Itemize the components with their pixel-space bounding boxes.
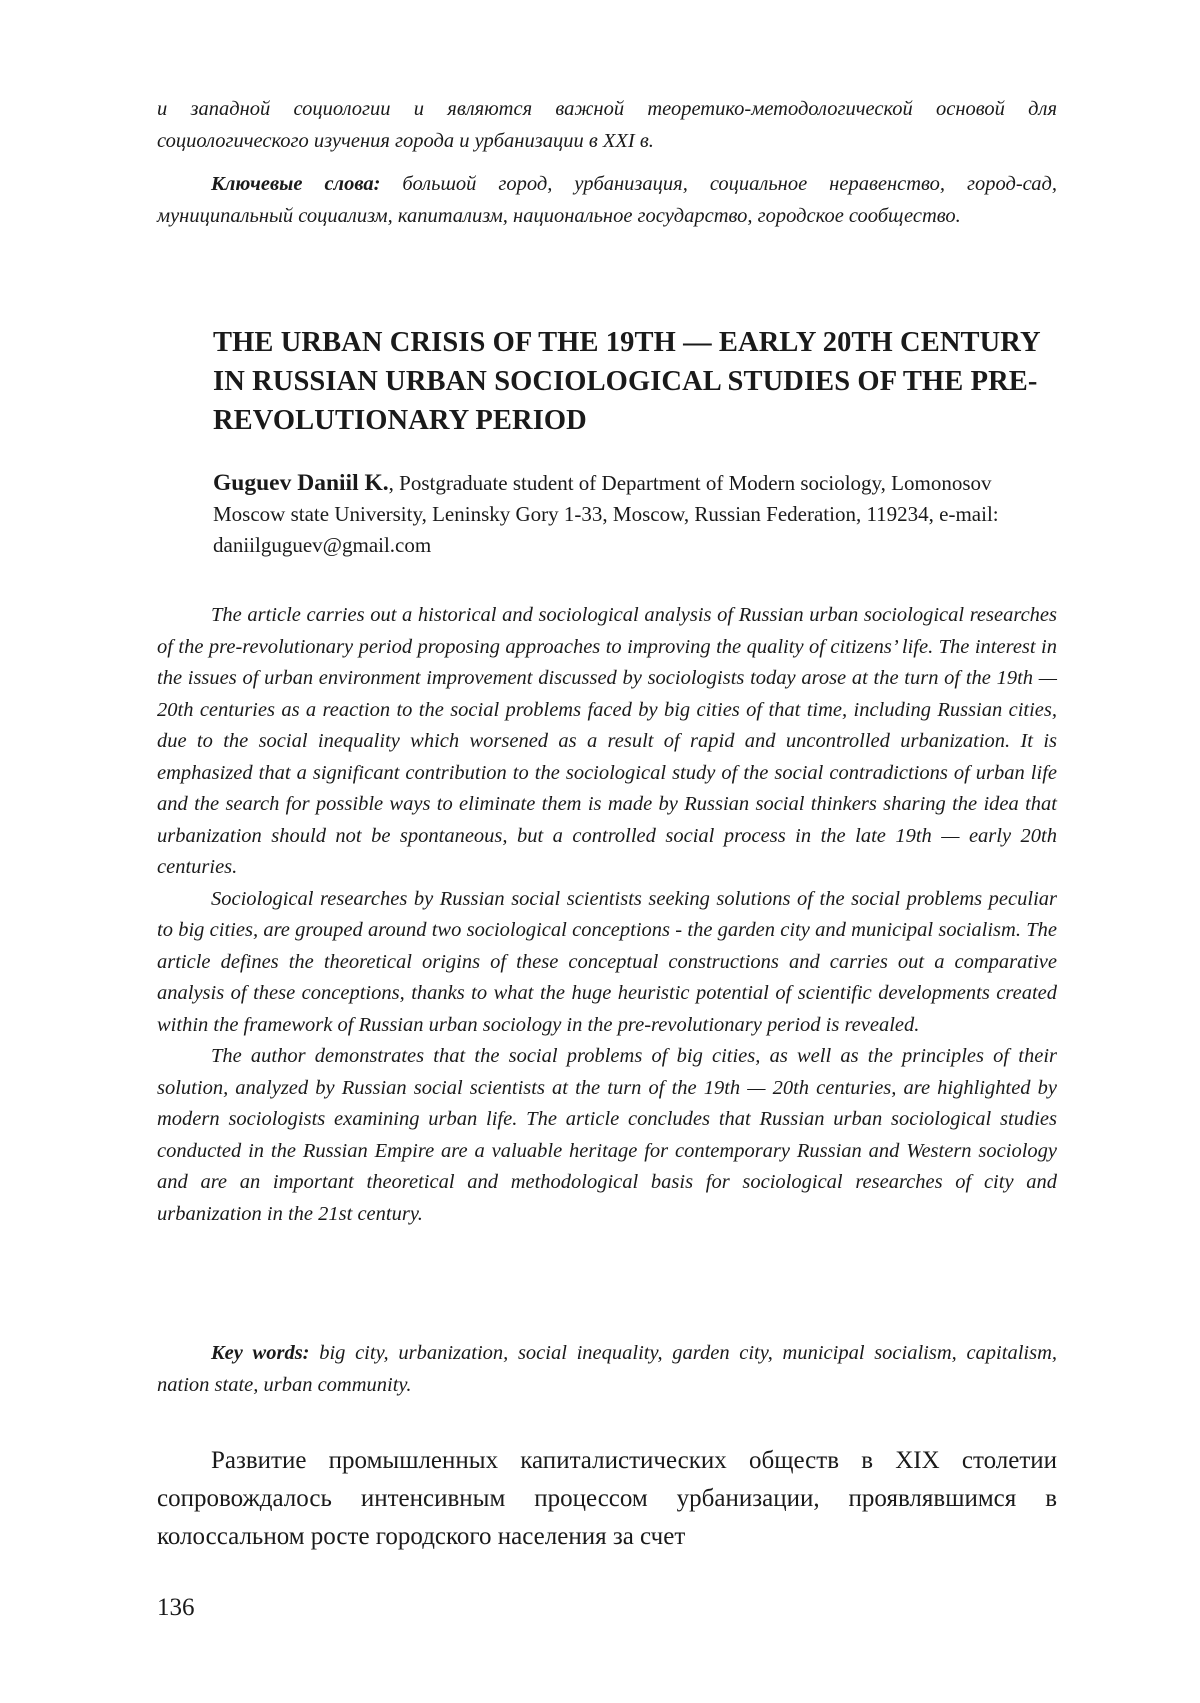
en-keywords-label: Key words:	[211, 1342, 310, 1364]
ru-abstract-tail-text: и западной социологии и являются важной теоретико-методологической основой для социологического изучения города и урбанизации в XXI в.	[157, 98, 1057, 152]
abstract-paragraph: Sociological researches by Russian social scientists seeking solutions of the social problems peculiar to big cities, are grouped around two sociological conceptions - the garden city and municipal socialism. The article defines the theoretical origins of these conceptual constructions and carries out a comparative analysis of these conceptions, thanks to what the huge heuristic potential of scientific developments created within the framework of Russian urban sociology in the pre-revolutionary period is revealed.	[157, 887, 1057, 1036]
ru-keywords-label: Ключевые слова:	[211, 173, 381, 195]
body-paragraph: Развитие промышленных капиталистических обществ в XIX столетии сопровождалось интенсивным процессом урбанизации, проявлявшимся в колоссальном росте городского населения за счет	[157, 1447, 1057, 1550]
ru-keywords	[157, 168, 1057, 232]
author-name: Guguev Daniil K.	[213, 470, 389, 496]
abstract-paragraph: The author demonstrates that the social problems of big cities, as well as the principles of their solution, analyzed by Russian social scientists at the turn of the 19th — 20th centuries, are highlighted by modern sociologists examining urban life. The article concludes that Russian urban sociological studies conducted in the Russian Empire are a valuable heritage for contemporary Russian and Western sociology and are an important theoretical and methodological basis for sociological researches of city and urbanization in the 21st century.	[157, 1045, 1057, 1225]
author-affiliation: , Postgraduate student of Department of Modern sociology, Lomonosov Moscow state University, Leninsky Gory 1-33, Moscow, Russian Federation, 119234, e-mail: daniilguguev@gmail.com	[213, 471, 999, 557]
article-title: THE URBAN CRISIS OF THE 19TH — EARLY 20TH CENTURY IN RUSSIAN URBAN SOCIOLOGICAL STUDIES OF THE PRE-REVOLUTIONARY PERIOD	[213, 327, 1040, 436]
en-keywords-paragraph	[157, 1338, 1057, 1401]
ru-keywords-paragraph	[157, 168, 1057, 232]
abstract-paragraph: The article carries out a historical and sociological analysis of Russian urban sociological researches of the pre-revolutionary period proposing approaches to improving the quality of citizens’ life. The interest in the issues of urban environment improvement discussed by sociologists today arose at the turn of the 19th — 20th centuries as a reaction to the social problems faced by big cities of that time, including Russian cities, due to the social inequality which worsened as a result of rapid and uncontrolled urbanization. It is emphasized that a significant contribution to the sociological study of the social contradictions of urban life and the search for possible ways to eliminate them is made by Russian social thinkers sharing the idea that urbanization should not be spontaneous, but a controlled social process in the late 19th — early 20th centuries.	[157, 604, 1057, 878]
body-text	[157, 1442, 1057, 1556]
author-info	[213, 468, 1057, 561]
en-keywords	[157, 1338, 1057, 1401]
author-paragraph	[213, 468, 1057, 561]
page-number: 136	[157, 1594, 195, 1621]
ru-abstract-tail	[157, 94, 1057, 157]
ru-keywords-text: большой город, урбанизация, социальное неравенство, город-сад, муниципальный социализм, капитализм, национальное государство, городское сообщество.	[157, 173, 1057, 227]
english-abstract	[157, 600, 1057, 1230]
en-keywords-text: big city, urbanization, social inequality, garden city, municipal socialism, capitalism, nation state, urban community.	[157, 1342, 1057, 1396]
